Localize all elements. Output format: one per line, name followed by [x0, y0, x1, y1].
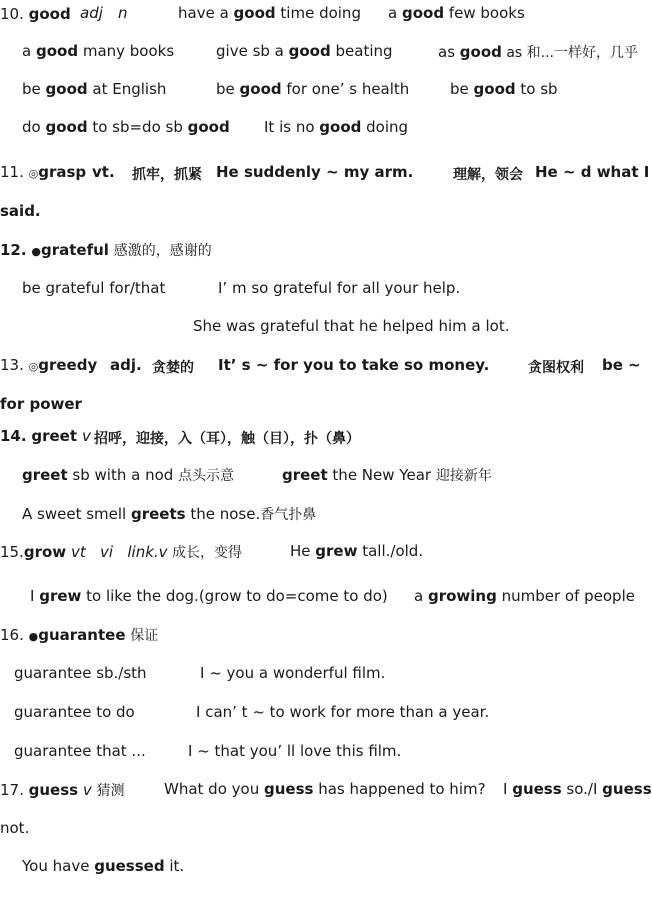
definition-cn: 成长，变得: [167, 545, 242, 561]
entry-number: 10.: [0, 5, 24, 23]
phrase: do good to sb=do sb good: [22, 118, 230, 136]
example: What do you guess has happened to him?: [164, 780, 486, 798]
entry-14-header: [0, 427, 77, 445]
headword: good: [28, 5, 71, 23]
entry-13-header: [0, 356, 97, 374]
definition-cn: 抓牢，抓紧: [132, 167, 202, 183]
part-of-speech: adj: [80, 4, 103, 22]
definition-cn: 贪婪的: [152, 360, 194, 376]
example: said.: [0, 202, 41, 220]
phrase: be good at English: [22, 80, 167, 98]
part-of-speech: vt.: [92, 163, 115, 181]
entry-12-header: [0, 240, 212, 260]
part-of-speech: v: [82, 427, 91, 445]
frequency-mark-icon: ●: [31, 245, 41, 258]
phrase: greet sb with a nod 点头示意: [22, 466, 235, 484]
definition-cn: 猜测: [96, 783, 125, 799]
headword: guess: [28, 781, 79, 799]
phrase: be good to sb: [450, 80, 558, 98]
entry-10-header: [0, 4, 71, 24]
headword: greet: [31, 427, 78, 445]
example: A sweet smell greets the nose.香气扑鼻: [22, 505, 317, 523]
entry-number: 17.: [0, 781, 24, 799]
entry-number: 13.: [0, 356, 24, 374]
headword: grateful: [40, 241, 109, 259]
example: I can’ t ~ to work for more than a year.: [196, 703, 490, 721]
definition-cn: 感激的，感谢的: [113, 243, 212, 259]
frequency-mark-icon: ◎: [28, 167, 39, 180]
definition-cn: 贪图权利: [528, 360, 584, 376]
example: not.: [0, 819, 30, 837]
phrase: have a good time doing: [178, 4, 361, 22]
example: I ~ you a wonderful film.: [200, 664, 386, 682]
entry-number: 15.: [0, 543, 24, 561]
phrase: greet the New Year 迎接新年: [282, 466, 492, 484]
phrase: as good as 和...一样好，几乎: [438, 43, 638, 61]
phrase: be grateful for/that: [22, 279, 166, 297]
entry-11-header: [0, 163, 86, 181]
phrase: a good many books: [22, 42, 175, 60]
example: I guess so./I guess: [503, 780, 652, 798]
example: I grew to like the dog.(grow to do=come to do): [30, 587, 388, 605]
part-of-speech: vt vi link.v: [70, 543, 168, 561]
headword: guarantee: [38, 626, 126, 644]
entry-16-header: [0, 625, 158, 645]
headword: grow: [23, 543, 67, 561]
phrase: for power: [0, 395, 82, 413]
part-of-speech: v: [82, 781, 92, 799]
definition-cn: 理解，领会: [453, 167, 523, 183]
phrase: be good for one’ s health: [216, 80, 410, 98]
example: It’ s ~ for you to take so money.: [218, 356, 490, 374]
phrase: guarantee that ...: [14, 742, 146, 760]
phrase: be ~: [602, 356, 641, 374]
example: a growing number of people: [414, 587, 635, 605]
example: He ~ d what I: [535, 163, 650, 181]
phrase: guarantee sb./sth: [14, 664, 147, 682]
entry-number: 16.: [0, 626, 24, 644]
entry-17-header: [0, 780, 125, 800]
part-of-speech: adj.: [110, 356, 142, 374]
phrase: guarantee to do: [14, 703, 135, 721]
example: I ~ that you’ ll love this film.: [188, 742, 402, 760]
definition-cn: 保证: [130, 628, 159, 644]
entry-number: 12.: [0, 241, 27, 259]
headword: greedy: [38, 356, 98, 374]
part-of-speech: n: [118, 4, 128, 22]
phrase: It is no good doing: [264, 118, 409, 136]
phrase: a good few books: [388, 4, 525, 22]
example: She was grateful that he helped him a lot.: [193, 317, 510, 335]
example: He suddenly ~ my arm.: [216, 163, 414, 181]
frequency-mark-icon: ◎: [28, 360, 39, 373]
entry-number: 14.: [0, 427, 27, 445]
entry-number: 11.: [0, 163, 24, 181]
entry-15-header: [0, 542, 242, 562]
example: I’ m so grateful for all your help.: [218, 279, 461, 297]
frequency-mark-icon: ●: [28, 630, 39, 643]
headword: grasp: [38, 163, 87, 181]
phrase: give sb a good beating: [216, 42, 393, 60]
example: He grew tall./old.: [290, 542, 424, 560]
example: You have guessed it.: [22, 857, 185, 875]
definition-cn: 招呼，迎接，入（耳），触（目），扑（鼻）: [94, 431, 360, 447]
